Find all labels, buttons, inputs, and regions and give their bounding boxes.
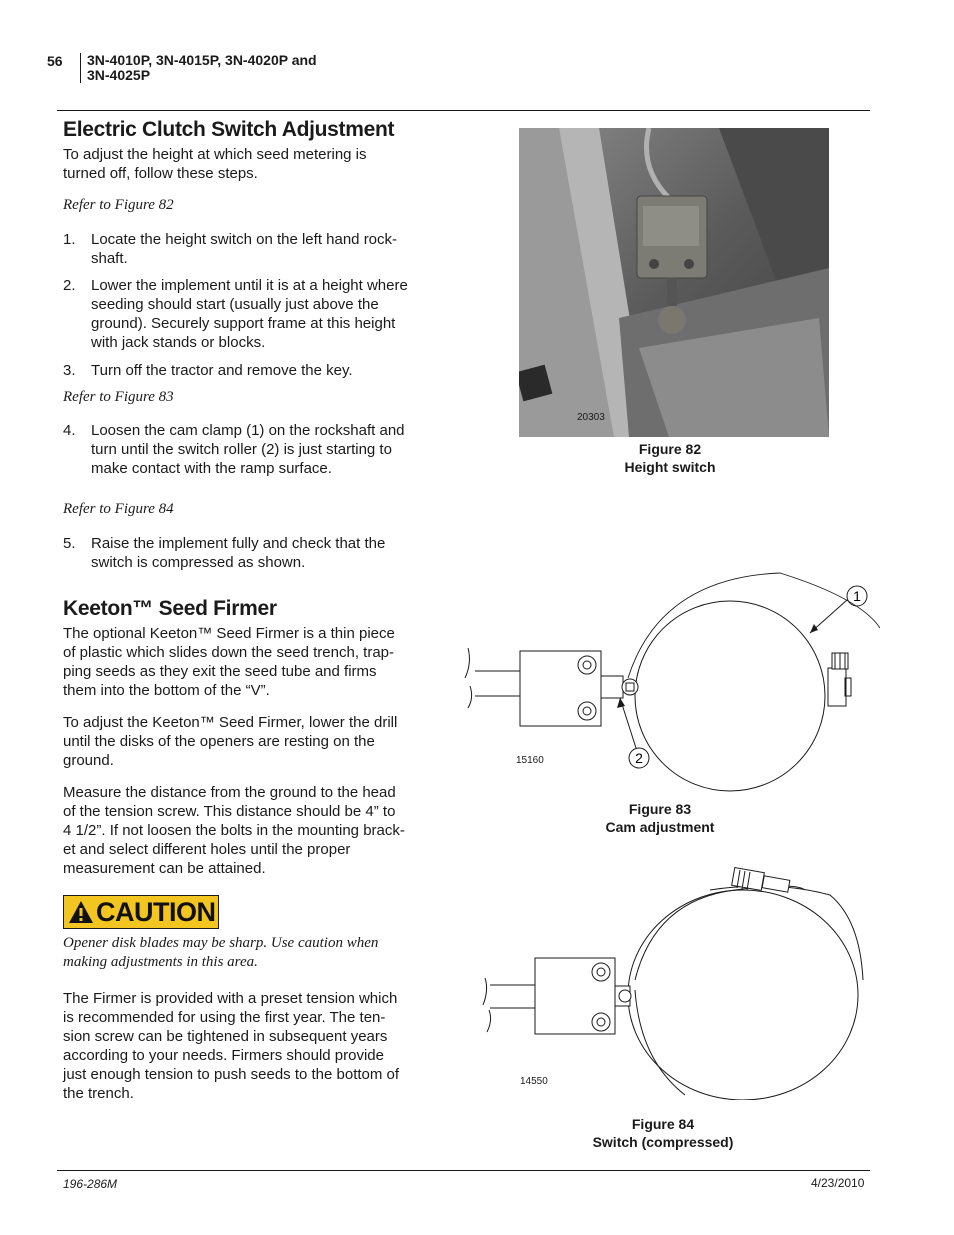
doc-number: 196-286M bbox=[63, 1177, 118, 1191]
caution-label: CAUTION bbox=[63, 895, 219, 929]
footer-rule bbox=[57, 1170, 870, 1171]
clutch-intro: To adjust the height at which seed metering is turned off, follow these steps. bbox=[63, 146, 367, 182]
figure-83-caption: Figure 83 Cam adjustment bbox=[605, 801, 715, 835]
revision-date: 4/23/2010 bbox=[811, 1176, 865, 1190]
step-2: 2. Lower the implement until it is at a height where seeding should start (usually just above the ground). Securely support frame at this height with jack stands or blocks. bbox=[63, 277, 408, 351]
figure-84-caption: Figure 84 Switch (compressed) bbox=[592, 1116, 734, 1150]
caution-text: Opener disk blades may be sharp. Use caution when making adjustments in this area. bbox=[63, 935, 379, 970]
refer-figure-83: Refer to Figure 83 bbox=[63, 389, 174, 405]
figure-83-callout-1: 1 bbox=[853, 588, 861, 604]
figure-83-number: 15160 bbox=[516, 755, 544, 766]
switch-compressed-diagram bbox=[475, 860, 865, 1100]
figure-82-caption: Figure 82 Height switch bbox=[624, 441, 716, 475]
page-number: 56 bbox=[47, 53, 63, 69]
firmer-para-4: The Firmer is provided with a preset tension which is recommended for using the first year. The ten- sion screw can be tightened in subsequent years according to your needs. Firmers should provide just enough tension to push seeds to the bottom of the trench. bbox=[63, 990, 400, 1102]
firmer-heading: Keeton™ Seed Firmer bbox=[63, 597, 277, 620]
clutch-heading: Electric Clutch Switch Adjustment bbox=[63, 118, 395, 141]
figure-83-callout-2: 2 bbox=[635, 750, 643, 766]
step-1: 1. Locate the height switch on the left hand rock- shaft. bbox=[63, 231, 398, 267]
refer-figure-82: Refer to Figure 82 bbox=[63, 197, 174, 213]
step-5: 5. Raise the implement fully and check that the switch is compressed as shown. bbox=[63, 535, 386, 571]
height-switch-photo bbox=[519, 128, 829, 437]
step-3: 3. Turn off the tractor and remove the key. bbox=[63, 362, 353, 379]
firmer-para-1: The optional Keeton™ Seed Firmer is a thin piece of plastic which slides down the seed trench, trap- ping seeds as they exit the seed tube and firms them into the bottom of the “V”. bbox=[63, 625, 395, 699]
firmer-para-3: Measure the distance from the ground to the head of the tension screw. This distance should be 4” to 4 1/2”. If not loosen the bolts in the mounting brack- et and select different holes until the proper measurement can be attained. bbox=[63, 784, 405, 877]
firmer-para-2: To adjust the Keeton™ Seed Firmer, lower the drill until the disks of the openers are resting on the ground. bbox=[63, 714, 398, 769]
step-4: 4. Loosen the cam clamp (1) on the rockshaft and turn until the switch roller (2) is just starting to make contact with the ramp surface. bbox=[63, 422, 405, 477]
header-rule bbox=[57, 110, 870, 111]
height-switch-photo-art bbox=[519, 128, 829, 437]
model-title: 3N-4010P, 3N-4015P, 3N-4020P and 3N-4025P bbox=[80, 53, 377, 83]
warning-triangle-icon bbox=[68, 900, 94, 924]
refer-figure-84: Refer to Figure 84 bbox=[63, 501, 174, 517]
figure-84-number: 14550 bbox=[520, 1076, 548, 1087]
figure-82-photo-number: 20303 bbox=[577, 412, 605, 423]
